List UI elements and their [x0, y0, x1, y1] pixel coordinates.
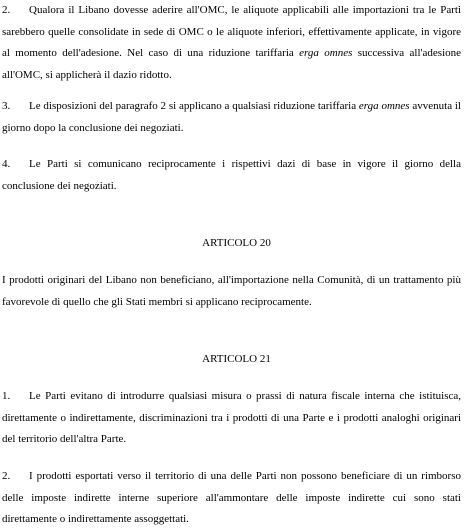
- article-21-heading: ARTICOLO 21: [202, 353, 271, 365]
- paragraph-number: 3.: [2, 100, 11, 112]
- article-20-text: [2, 270, 461, 313]
- paragraph-2-wto-accession: [2, 0, 461, 86]
- paragraph-number: 4.: [2, 158, 11, 170]
- paragraph-text-cont: successiva all'adesione all'OMC, si applicherà il dazio ridotto.: [2, 47, 462, 81]
- article-20-heading: ARTICOLO 20: [202, 237, 271, 249]
- paragraph-4-base-duties: [2, 154, 461, 197]
- paragraph-text: Le Parti si comunicano reciprocamente i rispettivi dazi di base in vigore il giorno della conclusione dei negoziati.: [2, 158, 461, 192]
- paragraph-number: 2.: [2, 470, 11, 482]
- paragraph-3-tariff-reduction: [2, 96, 461, 139]
- paragraph-1-fiscal-measures: [2, 386, 461, 451]
- paragraph-2-indirect-taxes: [2, 466, 461, 531]
- paragraph-text-cont: avvenuta il giorno dopo la conclusione dei negoziati.: [2, 100, 461, 134]
- italic-term: erga omnes: [358, 100, 410, 112]
- paragraph-number: 2.: [2, 4, 11, 16]
- paragraph-text: Le Parti evitano di introdurre qualsiasi misura o prassi di natura fiscale interna che istituisca, direttamente o indirettamente, discriminazioni tra i prodotti di una Parte e i prodotti analoghi originari del territorio dell'altra Parte.: [2, 390, 461, 445]
- paragraph-text: I prodotti esportati verso il territorio di una delle Parti non possono beneficiare di un rimborso delle imposte indirette interne superiore all'ammontare delle imposte indirette cui sono stati direttamente o indirettamente assoggettati.: [2, 470, 461, 525]
- paragraph-text: Le disposizioni del paragrafo 2 si applicano a qualsiasi riduzione tariffaria: [29, 100, 359, 112]
- paragraph-number: 1.: [2, 390, 11, 402]
- italic-term: erga omnes: [299, 47, 353, 59]
- paragraph-text: I prodotti originari del Libano non beneficiano, all'importazione nella Comunità, di un trattamento più favorevole di quello che gli Stati membri si applicano reciprocamente.: [2, 274, 461, 308]
- paragraph-text: Qualora il Libano dovesse aderire all'OMC, le aliquote applicabili alle importazioni tra le Parti sarebbero quelle consolidate in sede di OMC o le aliquote inferiori, effettivamente applicate, in vigore al momento dell'adesione. Nel caso di una riduzione tariffaria: [2, 4, 461, 59]
